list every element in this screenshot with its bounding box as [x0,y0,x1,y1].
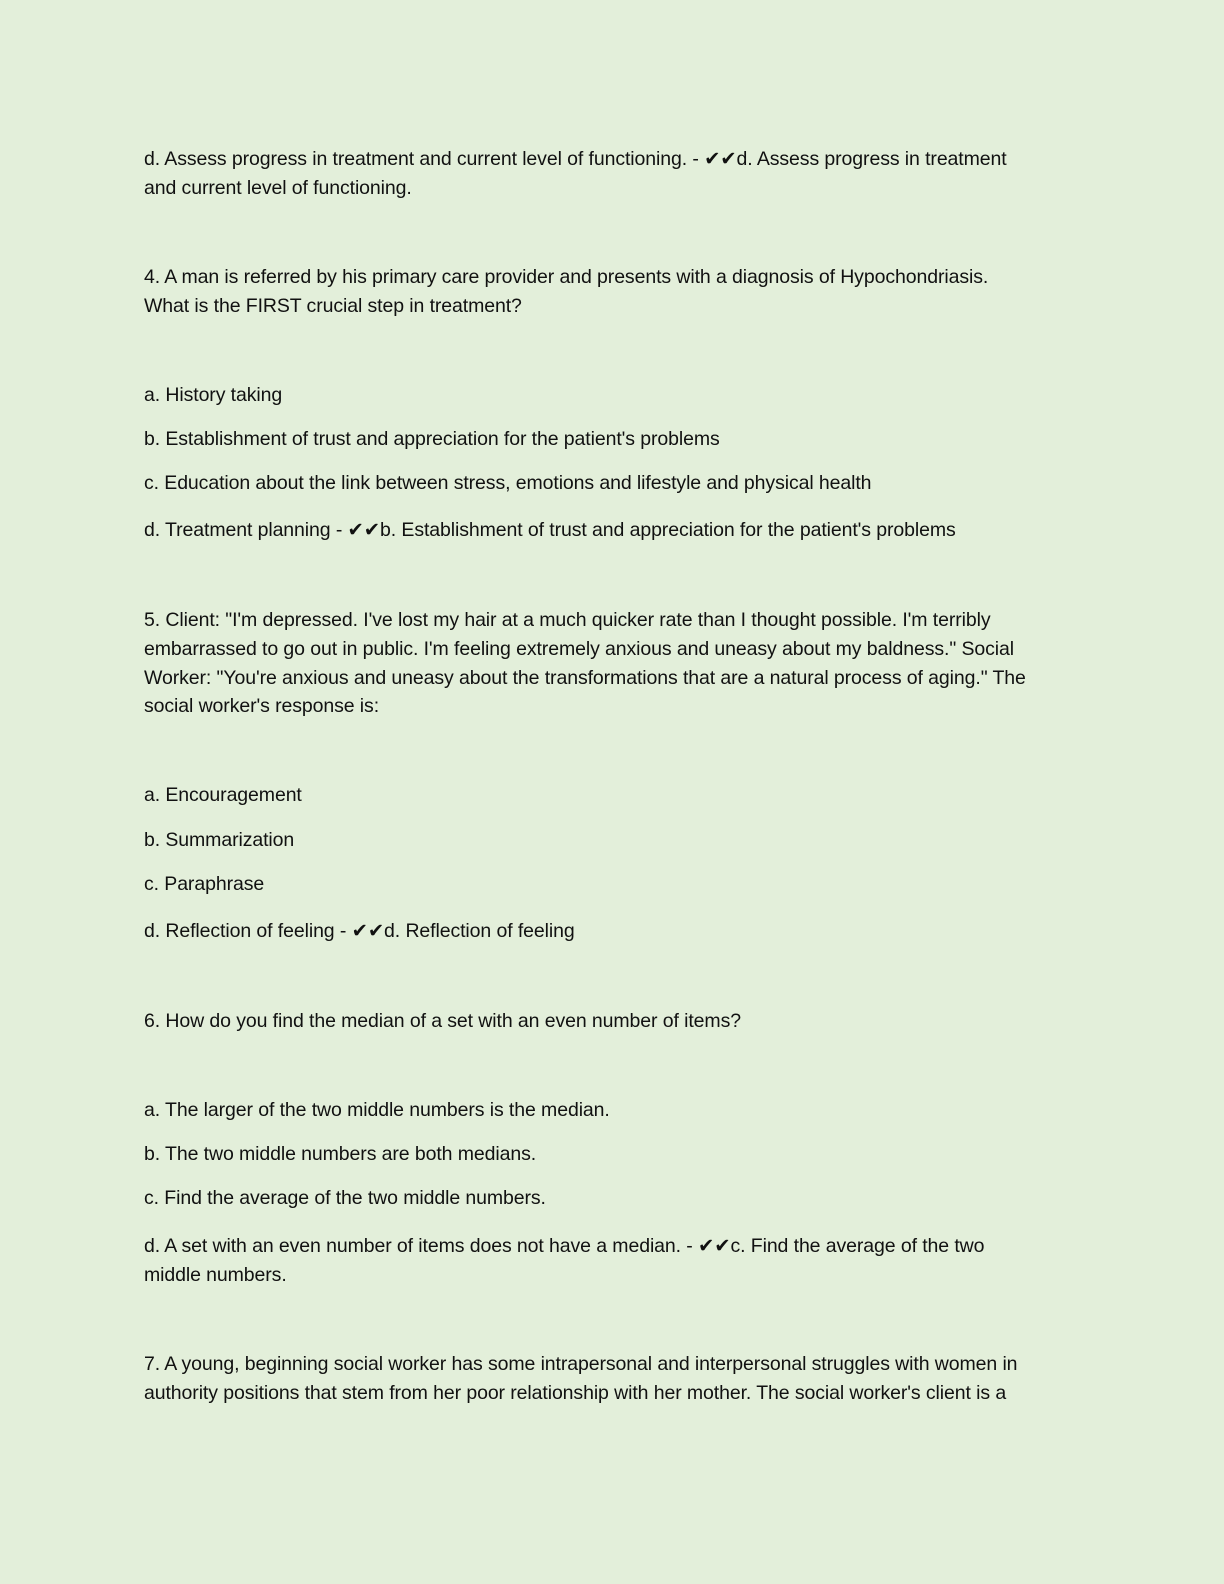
q5-question-line-4: social worker's response is: [144,695,380,717]
q7-question-line-2: authority positions that stem from her poor relationship with her mother. The social worker's client is a [144,1382,1007,1404]
q4-option-c: c. Education about the link between stress, emotions and lifestyle and physical health [144,472,872,494]
q4-option-b: b. Establishment of trust and appreciation for the patient's problems [144,428,720,450]
q6-option-d-answer: d. A set with an even number of items does not have a median. - ✔✔c. Find the average of the two [144,1235,985,1257]
q5-option-c: c. Paraphrase [144,873,265,895]
q6-option-a: a. The larger of the two middle numbers is the median. [144,1099,610,1121]
q4-option-a: a. History taking [144,384,283,406]
q5-option-a: a. Encouragement [144,784,302,806]
q5-question-line-3: Worker: "You're anxious and uneasy about the transformations that are a natural process of aging." The [144,667,1026,689]
q6-question-line-1: 6. How do you find the median of a set with an even number of items? [144,1010,741,1032]
q5-question-line-1: 5. Client: "I'm depressed. I've lost my hair at a much quicker rate than I thought possible. I'm terribly [144,609,991,631]
q6-option-c: c. Find the average of the two middle numbers. [144,1187,546,1209]
q6-option-d-answer-cont: middle numbers. [144,1264,287,1286]
q5-option-b: b. Summarization [144,829,295,851]
q6-option-b: b. The two middle numbers are both medians. [144,1143,537,1165]
q4-question-line-1: 4. A man is referred by his primary care provider and presents with a diagnosis of Hypochondriasis. [144,266,989,288]
q4-question-line-2: What is the FIRST crucial step in treatment? [144,295,522,317]
q5-question-line-2: embarrassed to go out in public. I'm feeling extremely anxious and uneasy about my baldness." Social [144,638,1014,660]
q3-answer-line-2: and current level of functioning. [144,177,412,199]
q7-question-line-1: 7. A young, beginning social worker has some intrapersonal and interpersonal struggles with women in [144,1353,1018,1375]
q4-option-d-answer: d. Treatment planning - ✔✔b. Establishment of trust and appreciation for the patient's problems [144,519,956,541]
q5-option-d-answer: d. Reflection of feeling - ✔✔d. Reflection of feeling [144,920,575,942]
q3-answer-line-1: d. Assess progress in treatment and current level of functioning. - ✔✔d. Assess progress in treatment [144,148,1007,170]
